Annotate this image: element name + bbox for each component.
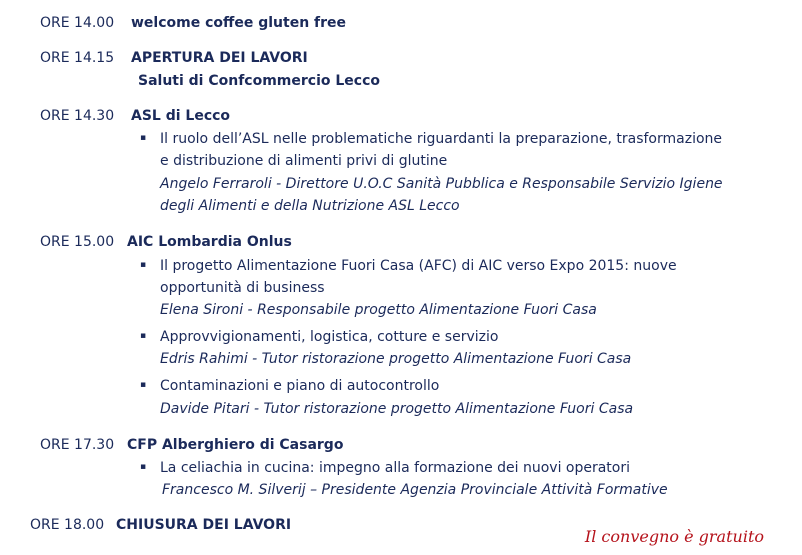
session-time: ORE 17.30 [40, 437, 115, 453]
session-title: CHIUSURA DEI LAVORI [116, 517, 292, 533]
item-speaker-line: Edris Rahimi - Tutor ristorazione progetto Alimentazione Fuori Casa [160, 351, 632, 367]
session-time: ORE 14.15 [40, 50, 115, 66]
item-text-line: e distribuzione di alimenti privi di glutine [160, 153, 448, 169]
bullet-icon: ▪ [140, 331, 147, 341]
session-title: welcome coffee gluten free [131, 15, 347, 31]
session-subtitle: Saluti di Confcommercio Lecco [138, 73, 381, 89]
bullet-icon: ▪ [140, 133, 147, 143]
item-speaker-line: Davide Pitari - Tutor ristorazione progetto Alimentazione Fuori Casa [160, 401, 634, 417]
item-speaker-line: Francesco M. Silverij – Presidente Agenzia Provinciale Attività Formative [162, 482, 668, 498]
session-time: ORE 15.00 [40, 234, 115, 250]
item-speaker-line: Elena Sironi - Responsabile progetto Alimentazione Fuori Casa [160, 302, 597, 318]
session-time: ORE 14.30 [40, 108, 115, 124]
item-text-line: opportunità di business [160, 280, 325, 296]
session-time: ORE 18.00 [30, 517, 105, 533]
item-text-line: Approvvigionamenti, logistica, cotture e servizio [160, 329, 499, 345]
session-title: CFP Alberghiero di Casargo [127, 437, 344, 453]
item-speaker-line: Angelo Ferraroli - Direttore U.O.C Sanità Pubblica e Responsabile Servizio Igiene [160, 176, 723, 192]
session-time: ORE 14.00 [40, 15, 115, 31]
item-text-line: La celiachia in cucina: impegno alla formazione dei nuovi operatori [160, 460, 631, 476]
bullet-icon: ▪ [140, 260, 147, 270]
session-title: ASL di Lecco [131, 108, 231, 124]
item-text-line: Contaminazioni e piano di autocontrollo [160, 378, 440, 394]
free-event-note: Il convegno è gratuito [584, 527, 764, 546]
item-text-line: Il progetto Alimentazione Fuori Casa (AFC) di AIC verso Expo 2015: nuove [160, 258, 677, 274]
bullet-icon: ▪ [140, 462, 147, 472]
bullet-icon: ▪ [140, 380, 147, 390]
item-text-line: Il ruolo dell’ASL nelle problematiche riguardanti la preparazione, trasformazione [160, 131, 723, 147]
session-title: APERTURA DEI LAVORI [131, 50, 308, 66]
session-title: AIC Lombardia Onlus [127, 234, 292, 250]
item-speaker-line: degli Alimenti e della Nutrizione ASL Lecco [160, 198, 460, 214]
